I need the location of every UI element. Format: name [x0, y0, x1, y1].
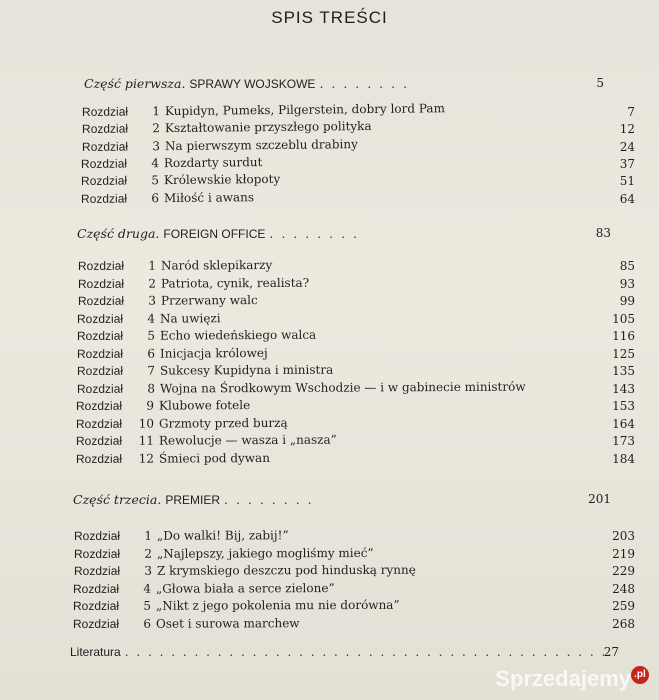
chapter-row	[77, 346, 268, 364]
chapter-number: 9	[146, 398, 155, 413]
chapter-label: Rozdział	[73, 581, 120, 596]
chapter-page-number: 12	[619, 122, 635, 137]
literature-label: Literatura	[70, 645, 121, 659]
chapter-title: Klubowe fotele	[159, 398, 251, 413]
chapter-page-number: 64	[619, 191, 635, 206]
part-page-number: 83	[595, 226, 611, 240]
chapter-number: 2	[152, 121, 160, 136]
chapter-row	[77, 311, 221, 329]
chapter-number: 4	[151, 156, 160, 171]
chapter-number: 3	[143, 563, 152, 578]
chapter-row	[76, 415, 288, 433]
chapter-number: 2	[148, 276, 156, 291]
chapter-title: Na pierwszym szczeblu drabiny	[164, 136, 358, 153]
chapter-title: Inicjacja królowej	[159, 345, 268, 361]
chapter-page-number: 24	[619, 139, 635, 154]
chapter-page-number: 203	[612, 529, 635, 543]
chapter-page-number: 93	[619, 276, 635, 291]
chapter-title: „Nikt z jego pokolenia mu nie dorówna”	[156, 598, 400, 614]
literature-page-number: 27	[603, 645, 619, 659]
part-label: Część pierwsza.	[84, 76, 186, 91]
chapter-page-number: 51	[619, 174, 635, 189]
watermark-suffix: .pl	[631, 666, 649, 684]
leader-dots: . . . . . . . .	[319, 76, 410, 91]
chapter-number: 5	[143, 599, 152, 614]
chapter-page-number: 164	[612, 416, 635, 431]
chapter-number: 5	[151, 173, 160, 188]
chapter-page-number: 143	[612, 381, 635, 396]
chapter-page-number: 248	[612, 581, 635, 596]
chapter-label: Rozdział	[81, 139, 128, 154]
chapter-label: Rozdział	[77, 276, 124, 291]
chapter-number: 3	[147, 293, 156, 308]
chapter-number: 7	[147, 363, 155, 378]
chapter-label: Rozdział	[75, 451, 122, 466]
chapter-row	[78, 293, 258, 311]
chapter-number: 4	[147, 311, 156, 326]
chapter-row	[82, 137, 358, 157]
chapter-row	[76, 450, 270, 468]
chapter-page-number: 135	[612, 364, 635, 378]
part-label: Część trzecia.	[73, 492, 162, 507]
literature-row	[70, 645, 607, 662]
chapter-number: 6	[143, 616, 152, 631]
chapter-page-number: 85	[619, 259, 635, 273]
chapter-row	[76, 398, 250, 416]
chapter-title: Rozdarty surdut	[164, 154, 263, 171]
chapter-number: 2	[144, 546, 152, 561]
chapter-number: 3	[151, 138, 160, 153]
part-label: Część druga.	[77, 226, 160, 241]
chapter-page-number: 153	[612, 399, 635, 413]
leader-dots: . . . . . . . .	[269, 226, 359, 241]
chapter-row	[82, 119, 372, 139]
chapter-label: Rozdział	[80, 191, 128, 206]
chapter-label: Rozdział	[76, 381, 123, 396]
chapter-label: Rozdział	[73, 546, 120, 561]
chapter-title: Sukcesy Kupidyna i ministra	[159, 362, 334, 378]
chapter-title: Śmieci pod dywan	[158, 450, 270, 466]
chapter-page-number: 268	[612, 617, 635, 631]
chapter-label: Rozdział	[81, 121, 128, 137]
chapter-label: Rozdział	[77, 258, 125, 273]
chapter-title: Królewskie kłopoty	[164, 172, 281, 188]
chapter-row	[81, 155, 263, 174]
watermark-text: Sprzedajemy	[495, 666, 631, 691]
part-heading	[84, 76, 659, 91]
chapter-row	[81, 190, 254, 209]
chapter-label: Rozdział	[73, 564, 120, 579]
chapter-title: Patriota, cynik, realista?	[160, 275, 309, 291]
chapter-page-number: 99	[619, 294, 635, 308]
chapter-row	[73, 581, 335, 599]
chapter-row	[82, 101, 445, 122]
chapter-page-number: 219	[612, 546, 635, 561]
chapter-number: 6	[147, 346, 156, 361]
watermark	[495, 666, 649, 692]
chapter-row	[77, 363, 333, 381]
chapter-row	[76, 433, 337, 451]
chapter-title: Wojna na Środkowym Wschodzie — i w gabinecie ministrów	[159, 379, 526, 396]
chapter-row	[78, 275, 309, 293]
chapter-page-number: 259	[612, 599, 635, 614]
chapter-title: Przerwany walc	[160, 293, 258, 308]
chapter-title: Kupidyn, Pumeks, Pilgerstein, dobry lord Pam	[164, 101, 445, 119]
part-name: SPRAWY WOJSKOWE	[189, 77, 316, 91]
chapter-number: 12	[138, 451, 154, 466]
part-name: FOREIGN OFFICE	[163, 227, 266, 241]
chapter-title: Rewolucje — wasza i „nasza”	[158, 432, 337, 448]
chapter-label: Rozdział	[76, 398, 123, 413]
chapter-label: Rozdział	[81, 104, 129, 119]
chapter-number: 1	[144, 528, 153, 543]
chapter-title: Na uwięzi	[160, 310, 221, 326]
chapter-number: 1	[152, 104, 161, 119]
chapter-row	[74, 528, 289, 546]
chapter-number: 4	[143, 581, 152, 596]
chapter-label: Rozdział	[81, 173, 128, 189]
chapter-row	[81, 172, 280, 191]
chapter-title: Miłość i awans	[163, 189, 255, 205]
part-page-number: 5	[596, 76, 604, 90]
chapter-title: Oset i surowa marchew	[155, 616, 300, 631]
chapter-number: 10	[138, 416, 155, 431]
chapter-title: Grzmoty przed burzą	[159, 415, 288, 431]
chapter-title: Naród sklepikarzy	[160, 257, 273, 273]
chapter-row	[73, 616, 300, 634]
chapter-row	[74, 546, 374, 564]
chapter-title: „Do walki! Bij, zabij!”	[156, 528, 289, 543]
chapter-label: Rozdział	[77, 293, 124, 308]
chapter-label: Rozdział	[81, 156, 128, 171]
chapter-title: Z krymskiego deszczu pod hinduską rynnę	[156, 562, 416, 578]
chapter-page-number: 229	[612, 564, 635, 579]
chapter-number: 6	[151, 190, 160, 205]
chapter-row	[77, 328, 316, 346]
chapter-page-number: 116	[612, 329, 635, 343]
chapter-row	[73, 598, 400, 616]
leader-dots: . . . . . . . . . . . . . . . . . . . . . . . . . . . . . . . . . . . . . . . . . .	[124, 645, 608, 659]
chapter-title: Kształtowanie przyszłego polityka	[164, 119, 372, 136]
chapter-number: 1	[148, 258, 157, 273]
chapter-label: Rozdział	[77, 311, 124, 326]
chapter-row	[77, 379, 526, 398]
chapter-title: Echo wiedeńskiego walca	[160, 327, 317, 343]
chapter-page-number: 105	[612, 311, 635, 326]
chapter-label: Rozdział	[76, 416, 123, 431]
chapter-label: Rozdział	[76, 363, 123, 378]
chapter-page-number: 7	[627, 105, 635, 119]
chapter-row	[78, 258, 272, 276]
chapter-page-number: 37	[619, 156, 635, 171]
leader-dots: . . . . . . . .	[224, 492, 314, 507]
chapter-label: Rozdział	[76, 346, 124, 361]
part-page-number: 201	[588, 492, 611, 506]
part-heading	[77, 226, 659, 241]
chapter-page-number: 173	[612, 434, 635, 448]
chapter-label: Rozdział	[73, 599, 120, 614]
chapter-number: 5	[147, 328, 156, 343]
chapter-number: 8	[146, 381, 155, 396]
part-heading	[73, 492, 659, 507]
chapter-number: 11	[138, 433, 155, 448]
chapter-label: Rozdział	[75, 433, 123, 448]
chapter-page-number: 184	[612, 451, 635, 466]
chapter-page-number: 125	[612, 346, 635, 361]
part-name: PREMIER	[165, 493, 221, 507]
chapter-row	[74, 563, 416, 581]
chapter-label: Rozdział	[72, 616, 120, 631]
chapter-title: „Najlepszy, jakiego mogliśmy mieć”	[156, 545, 374, 561]
chapter-label: Rozdział	[77, 328, 124, 343]
chapter-title: „Głowa biała a serce zielone”	[156, 580, 336, 596]
page-title: SPIS TREŚCI	[271, 8, 388, 27]
chapter-label: Rozdział	[73, 528, 121, 543]
